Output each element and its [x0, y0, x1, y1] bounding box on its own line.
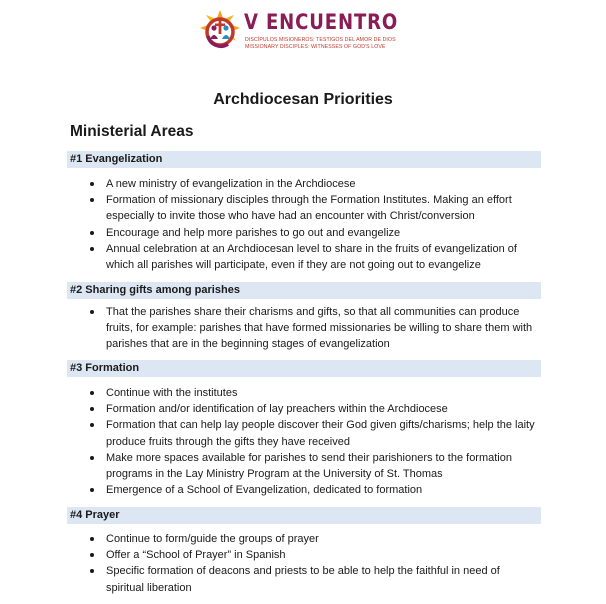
- list-item: Formation that can help lay people discover their God given gifts/charisms; help the laity produce fruits through the gifts they have received: [106, 417, 536, 449]
- priority-heading-prayer: #4 Prayer: [67, 507, 541, 524]
- list-item: That the parishes share their charisms and gifts, so that all communities can produce fruits, for example: parishes that have formed missionaries be willing to share them with parishes that are in the beginning stages of evangelization: [106, 304, 536, 353]
- document-title: Archdiocesan Priorities: [213, 91, 393, 108]
- priority-heading-sharing-gifts: #2 Sharing gifts among parishes: [67, 282, 541, 299]
- list-item: Continue with the institutes: [106, 385, 536, 401]
- list-item: Make more spaces available for parishes to send their parishioners to the formation programs in the Lay Ministry Program at the University of St. Thomas: [106, 450, 536, 482]
- priority-heading-formation: #3 Formation: [67, 360, 541, 377]
- list-item: Formation and/or identification of lay preachers within the Archdiocese: [106, 401, 536, 417]
- list-item: Emergence of a School of Evangelization, dedicated to formation: [106, 482, 536, 498]
- list-item: A new ministry of evangelization in the Archdiocese: [106, 176, 536, 192]
- list-item: Annual celebration at an Archdiocesan level to share in the fruits of evangelization of which all parishes will participate, even if they are not going out to evangelize: [106, 241, 536, 273]
- logo-subtitle-spanish: DISCÍPULOS MISIONEROS: TESTIGOS DEL AMOR DE DIOS: [245, 37, 396, 43]
- encuentro-emblem-icon: [198, 8, 242, 52]
- list-item: Encourage and help more parishes to go out and evangelize: [106, 225, 536, 241]
- section-title: Ministerial Areas: [70, 123, 194, 140]
- sharing-gifts-list: [106, 304, 536, 353]
- v-encuentro-logo: [198, 6, 399, 56]
- evangelization-list: [106, 176, 536, 273]
- list-item: Continue to form/guide the groups of prayer: [106, 531, 536, 547]
- formation-list: [106, 385, 536, 498]
- priority-heading-evangelization: #1 Evangelization: [67, 151, 541, 168]
- logo-subtitle-english: MISSIONARY DISCIPLES: WITNESSES OF GOD'S LOVE: [245, 44, 386, 50]
- list-item: Specific formation of deacons and priests to be able to help the faithful in need of spiritual liberation: [106, 563, 536, 595]
- list-item: Formation of missionary disciples through the Formation Institutes. Making an effort especially to invite those who have had an encounter with Christ/conversion: [106, 192, 536, 224]
- prayer-list: [106, 531, 536, 596]
- list-item: Offer a “School of Prayer” in Spanish: [106, 547, 536, 563]
- logo-title: V ENCUENTRO: [244, 10, 399, 34]
